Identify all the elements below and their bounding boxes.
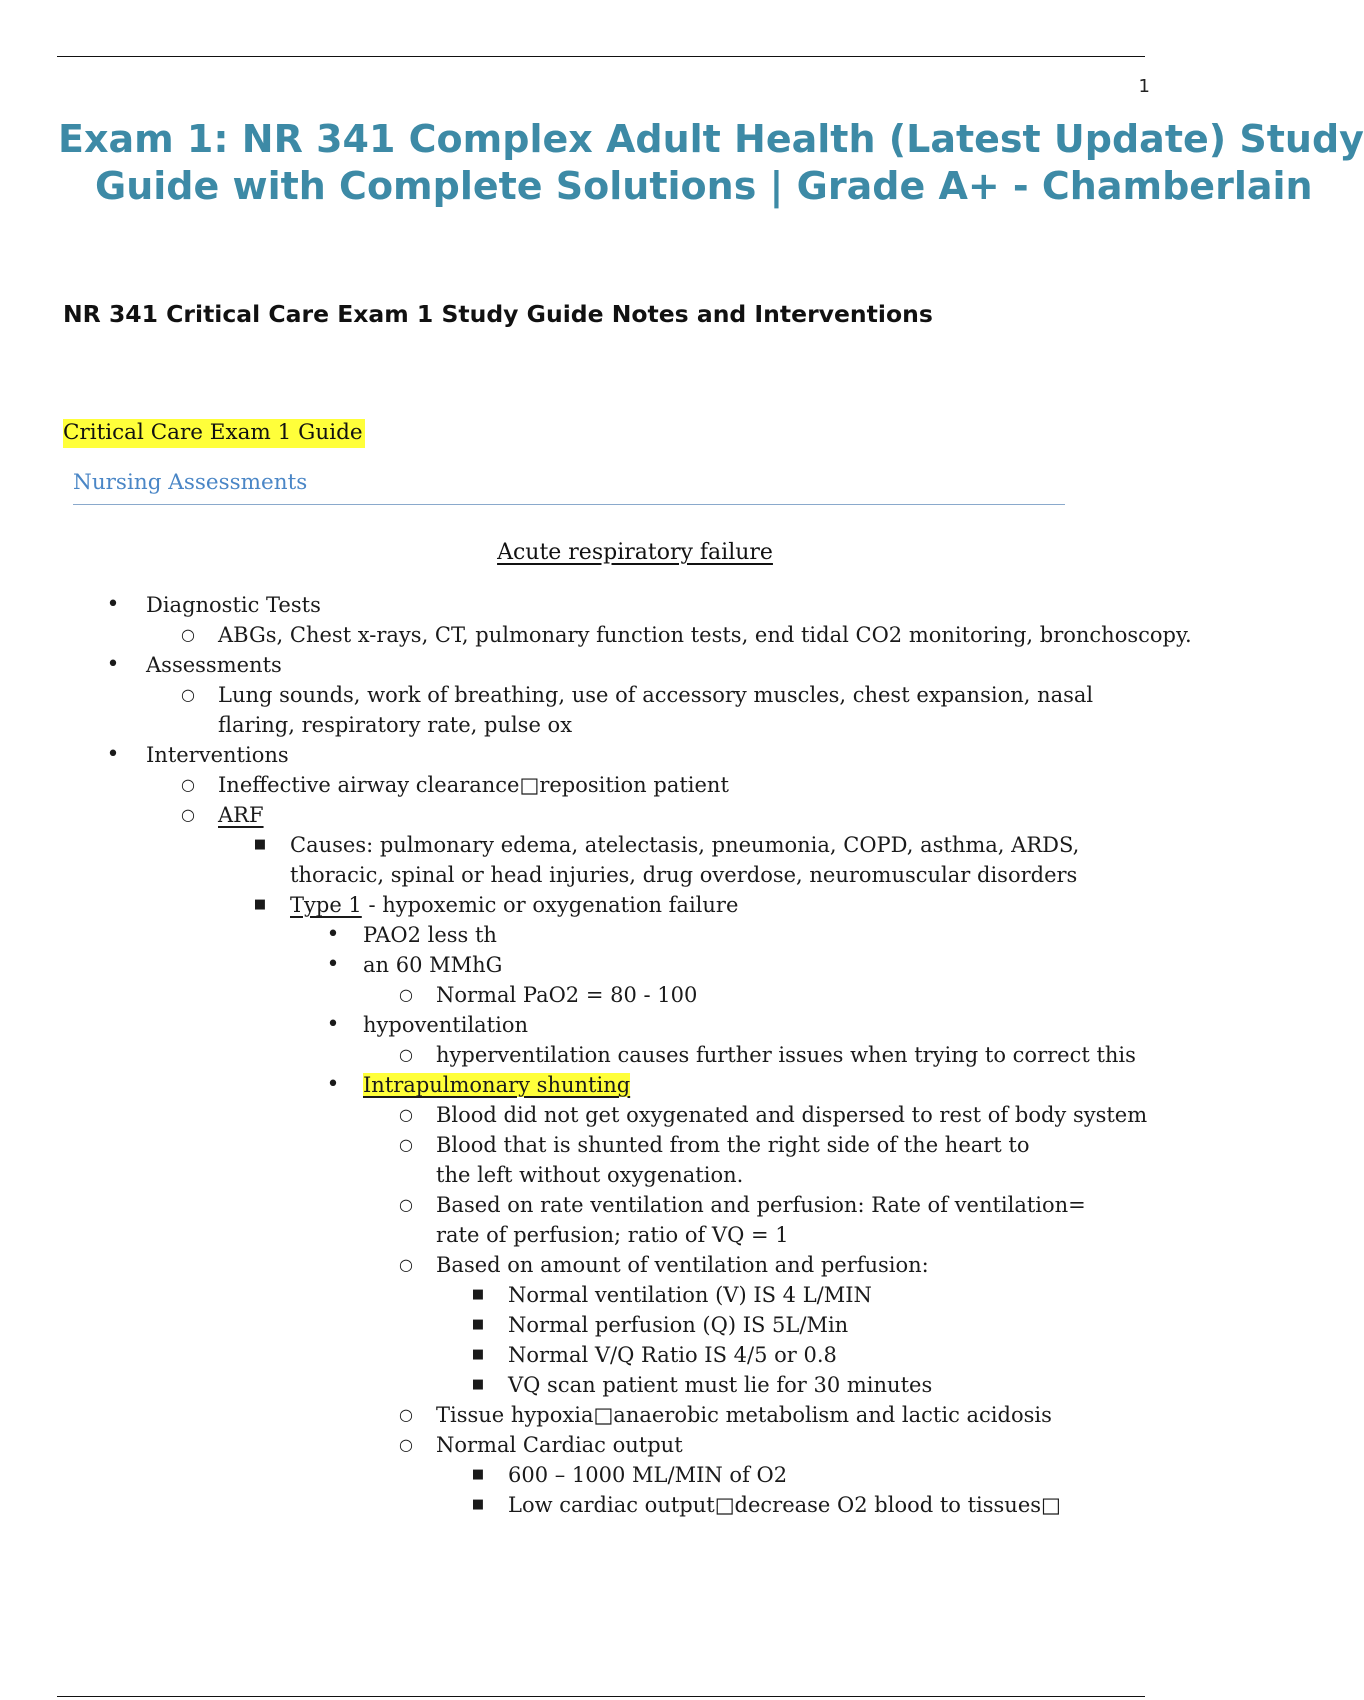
section-heading: Nursing Assessments	[73, 470, 1065, 505]
list-item: ○ hyperventilation causes further issues when trying to correct this	[0, 1040, 1200, 1070]
document-subtitle: NR 341 Critical Care Exam 1 Study Guide Notes and Interventions	[63, 300, 933, 328]
circle-bullet-icon: ○	[399, 1405, 413, 1424]
circle-bullet-icon: ○	[399, 1045, 413, 1064]
bullet-icon: •	[326, 922, 340, 947]
list-item: ○ Lung sounds, work of breathing, use of accessory muscles, chest expansion, nasal	[0, 680, 1200, 710]
page-number: 1	[1138, 76, 1150, 97]
list-item-continuation: rate of perfusion; ratio of VQ = 1	[436, 1223, 789, 1247]
list-item: ○ ABGs, Chest x-rays, CT, pulmonary function tests, end tidal CO2 monitoring, bronchoscopy.	[0, 620, 1200, 650]
list-item: ○ Blood did not get oxygenated and dispersed to rest of body system	[0, 1100, 1200, 1130]
list-item-continuation: flaring, respiratory rate, pulse ox	[218, 713, 573, 737]
square-bullet-icon: ■	[471, 1467, 485, 1482]
bullet-icon: •	[326, 1012, 340, 1037]
bullet-icon: •	[106, 592, 120, 617]
highlighted-heading: Critical Care Exam 1 Guide	[63, 419, 365, 448]
circle-bullet-icon: ○	[181, 625, 195, 644]
bullet-icon: •	[326, 952, 340, 977]
list-item: ○ ARF	[0, 800, 1200, 830]
circle-bullet-icon: ○	[399, 985, 413, 1004]
circle-bullet-icon: ○	[399, 1135, 413, 1154]
square-bullet-icon: ■	[471, 1317, 485, 1332]
bullet-icon: •	[106, 652, 120, 677]
bottom-rule	[57, 1696, 1145, 1697]
circle-bullet-icon: ○	[181, 775, 195, 794]
list-item: • Assessments	[0, 650, 1200, 680]
list-item: ○ Tissue hypoxia□anaerobic metabolism and lactic acidosis	[0, 1400, 1200, 1430]
list-item: ○ Ineffective airway clearance□reposition patient	[0, 770, 1200, 800]
circle-bullet-icon: ○	[399, 1105, 413, 1124]
top-rule	[57, 56, 1145, 57]
list-item: • Interventions	[0, 740, 1200, 770]
square-bullet-icon: ■	[471, 1287, 485, 1302]
circle-bullet-icon: ○	[399, 1255, 413, 1274]
list-item: ■ Normal perfusion (Q) IS 5L/Min	[0, 1310, 1200, 1340]
list-item: ○ Blood that is shunted from the right side of the heart to	[0, 1130, 1200, 1160]
circle-bullet-icon: ○	[399, 1435, 413, 1454]
list-item: ■ 600 – 1000 ML/MIN of O2	[0, 1460, 1200, 1490]
list-item: • an 60 MMhG	[0, 950, 1200, 980]
title-line-1: Exam 1: NR 341 Complex Adult Health (Latest Update) Study	[58, 117, 1364, 161]
list-item: ○ Based on amount of ventilation and perfusion:	[0, 1250, 1200, 1280]
list-item-continuation: thoracic, spinal or head injuries, drug overdose, neuromuscular disorders	[290, 863, 1078, 887]
circle-bullet-icon: ○	[181, 685, 195, 704]
list-item	[0, 1070, 1200, 1100]
list-item: • hypoventilation	[0, 1010, 1200, 1040]
square-bullet-icon: ■	[471, 1347, 485, 1362]
list-item: • Diagnostic Tests	[0, 590, 1200, 620]
list-item: ■ Normal V/Q Ratio IS 4/5 or 0.8	[0, 1340, 1200, 1370]
circle-bullet-icon: ○	[399, 1195, 413, 1214]
bullet-icon: •	[106, 742, 120, 767]
outline	[0, 590, 1200, 1520]
list-item: ■ Causes: pulmonary edema, atelectasis, pneumonia, COPD, asthma, ARDS,	[0, 830, 1200, 860]
topic-title: Acute respiratory failure	[497, 540, 773, 565]
list-item: ■ Normal ventilation (V) IS 4 L/MIN	[0, 1280, 1200, 1310]
list-item: ○ Normal PaO2 = 80 - 100	[0, 980, 1200, 1010]
highlighted-term: Intrapulmonary shunting	[363, 1073, 631, 1097]
list-item-continuation: the left without oxygenation.	[436, 1163, 744, 1187]
square-bullet-icon: ■	[253, 897, 267, 912]
document-title	[58, 116, 1364, 210]
square-bullet-icon: ■	[471, 1497, 485, 1512]
list-item: • PAO2 less th	[0, 920, 1200, 950]
list-item: ■ Low cardiac output□decrease O2 blood to tissues□	[0, 1490, 1200, 1520]
list-item: ○ Based on rate ventilation and perfusion: Rate of ventilation=	[0, 1190, 1200, 1220]
list-item: ■ VQ scan patient must lie for 30 minutes	[0, 1370, 1200, 1400]
list-item: ■ Type 1 - hypoxemic or oxygenation failure	[0, 890, 1200, 920]
square-bullet-icon: ■	[471, 1377, 485, 1392]
bullet-icon: •	[326, 1072, 340, 1097]
square-bullet-icon: ■	[253, 837, 267, 852]
list-item: ○ Normal Cardiac output	[0, 1430, 1200, 1460]
circle-bullet-icon: ○	[181, 805, 195, 824]
title-line-2: Guide with Complete Solutions | Grade A+ - Chamberlain	[95, 164, 1313, 208]
